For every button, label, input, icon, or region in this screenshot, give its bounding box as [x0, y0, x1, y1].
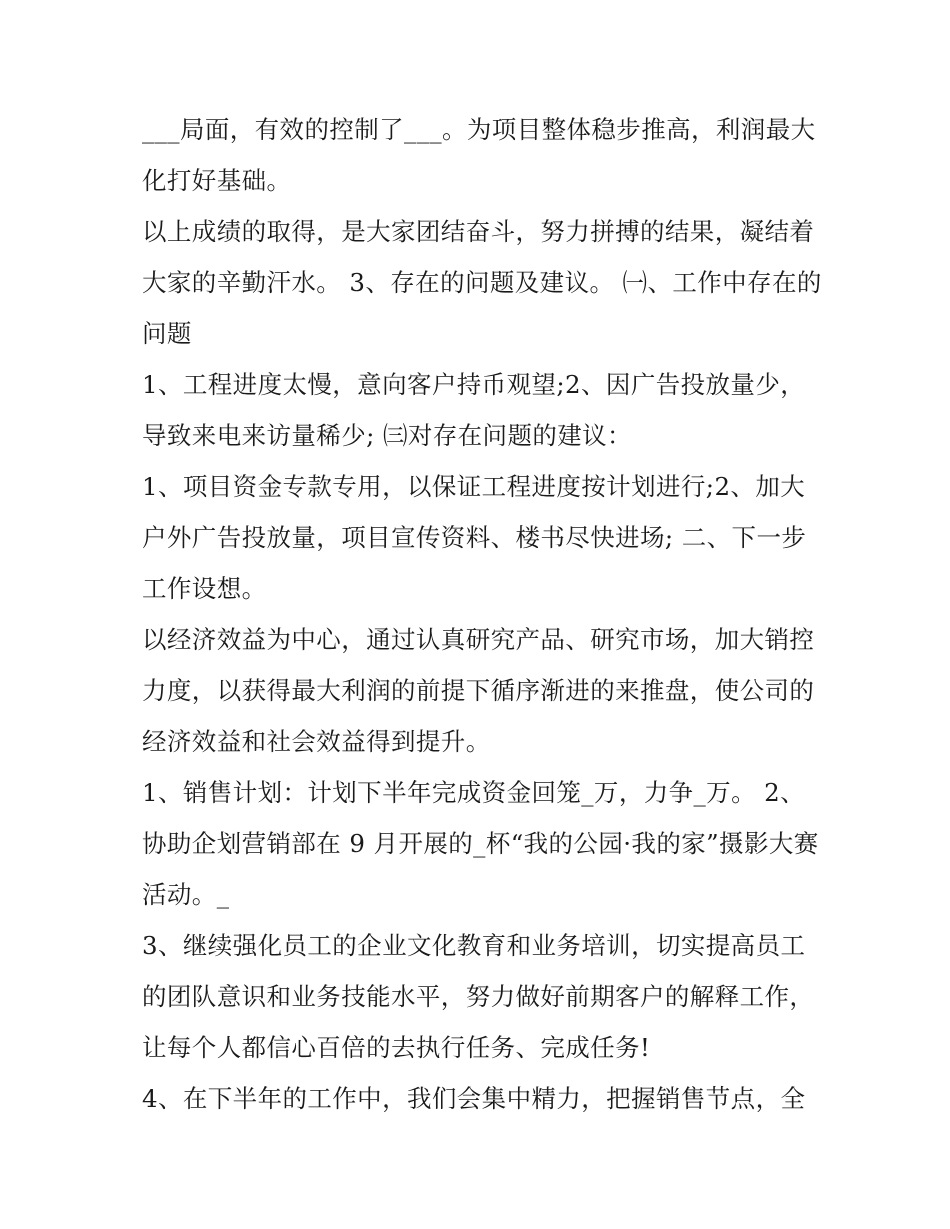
document-body [142, 104, 822, 1124]
paragraph-5 [142, 614, 822, 767]
paragraph-8 [142, 1073, 822, 1124]
text-line: 活动。_ [142, 880, 230, 909]
text-line: 4、在下半年的工作中，我们会集中精力，把握销售节点，全 [142, 1084, 806, 1113]
text-line: 1、工程进度太慢，意向客户持币观望;2、因广告投放量少， [142, 370, 806, 399]
text-line: 户外广告投放量，项目宣传资料、楼书尽快进场; 二、下一步 [142, 523, 807, 552]
text-line: 化打好基础。 [142, 166, 292, 195]
paragraph-3 [142, 359, 822, 461]
text-line: 3、继续强化员工的企业文化教育和业务培训，切实提高员工 [142, 931, 806, 960]
paragraph-2 [142, 206, 822, 359]
text-line: 的团队意识和业务技能水平，努力做好前期客户的解释工作， [142, 982, 815, 1011]
text-line: 力度，以获得最大利润的前提下循序渐进的来推盘，使公司的 [142, 676, 815, 705]
text-line: 以经济效益为中心，通过认真研究产品、研究市场，加大销控 [142, 625, 815, 654]
text-line: 1、项目资金专款专用，以保证工程进度按计划进行;2、加大 [142, 472, 806, 501]
text-line: 让每个人都信心百倍的去执行任务、完成任务! [142, 1033, 651, 1062]
text-line: ___局面，有效的控制了___。为项目整体稳步推高，利润最大 [142, 115, 816, 144]
text-line: 大家的辛勤汗水。 3、存在的问题及建议。 ㈠、工作中存在的 [142, 268, 822, 297]
text-line: 工作设想。 [142, 574, 267, 603]
paragraph-1 [142, 104, 822, 206]
paragraph-7 [142, 920, 822, 1073]
paragraph-6 [142, 767, 822, 920]
text-line: 1、销售计划：计划下半年完成资金回笼_万，力争_万。 2、 [142, 778, 806, 807]
text-line: 协助企划营销部在 9 月开展的_杯“我的公园·我的家”摄影大赛 [142, 829, 819, 858]
text-line: 问题 [142, 319, 192, 348]
paragraph-4 [142, 461, 822, 614]
text-line: 导致来电来访量稀少; ㈢对存在问题的建议： [142, 421, 632, 450]
text-line: 以上成绩的取得，是大家团结奋斗，努力拼搏的结果，凝结着 [142, 217, 815, 246]
text-line: 经济效益和社会效益得到提升。 [142, 727, 491, 756]
